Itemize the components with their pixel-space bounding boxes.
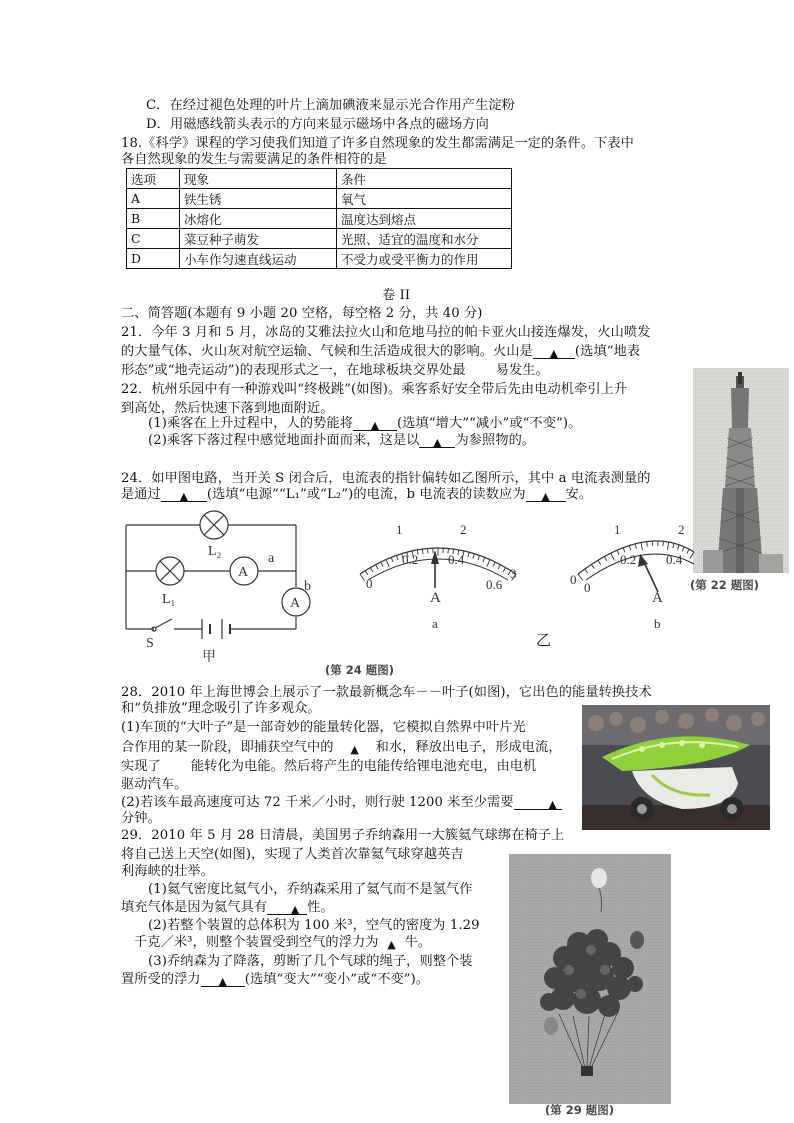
table-header-cell: 条件	[337, 169, 512, 189]
question-28-line-4: 合作用的某一阶段，即捕获空气中的 ▲ 和水，释放出电子，形成电流，	[121, 740, 562, 756]
table-cell: 光照、适宜的温度和水分	[337, 229, 512, 249]
tower-photo	[693, 368, 789, 573]
table-cell: B	[127, 209, 180, 229]
section-title: 卷 II	[382, 288, 411, 303]
question-29-line-9: 置所受的浮力 ▲ (选填“变大”“变小”或“不变”)。	[121, 972, 430, 988]
leaf-car-illustration	[582, 705, 770, 830]
tower-illustration	[693, 368, 789, 573]
question-28-line-6: 驱动汽车。	[121, 777, 188, 792]
leaf-car-photo	[582, 705, 770, 830]
dial-tick	[591, 564, 594, 568]
question-21-line-2: 的大量气体、火山灰对航空运输、气候和生活造成很大的影响。火山是 ▲ (选填“地表	[121, 344, 641, 360]
answer-blank[interactable]	[379, 935, 405, 949]
dial-b-scale-top-0: 0	[570, 572, 577, 587]
dial-tick	[478, 555, 480, 560]
conditions-table	[126, 168, 512, 269]
question-29-line-2: 将自己送上天空(如图)，实现了人类首次靠氦气球穿越英吉	[121, 847, 464, 862]
triangle-mark-icon: ▲	[549, 347, 559, 360]
dial-tick	[391, 557, 393, 562]
question-22-line-1: 22．杭州乐园中有一种游戏叫“终极跳”(如图)。乘客系好安全带后先由电动机牵引上升	[121, 382, 628, 397]
dial-tick	[498, 565, 500, 569]
dial-tick	[483, 557, 485, 562]
answer-blank[interactable]	[514, 795, 562, 810]
question-22-line-2: 到高处，然后快速下落到地面附近。	[121, 401, 334, 416]
dial-tick	[370, 568, 373, 572]
dial-a-label: a	[432, 616, 438, 631]
dial-tick	[647, 542, 648, 547]
dial-tick	[635, 544, 636, 549]
figure-24-caption: (第 24 题图)	[325, 663, 395, 677]
question-28-line-7: (2)若该车最高速度可达 72 千米／小时，则行驶 1200 米至少需要 ▲	[121, 793, 562, 813]
triangle-mark-icon: ▲	[290, 903, 300, 916]
triangle-mark-icon: ▲	[387, 938, 396, 951]
table-cell: 小车作匀速直线运动	[180, 249, 337, 269]
dial-a-scale-top-3: 3	[510, 566, 517, 581]
dial-tick	[468, 552, 469, 557]
dial-tick	[598, 560, 601, 564]
switch-label: S	[146, 636, 154, 651]
dial-b-scale-top-1: 1	[614, 522, 621, 537]
question-28-line-2: 和“负排放”理念吸引了许多观众。	[121, 701, 321, 716]
dial-a-scale-top-0: 0	[366, 576, 373, 591]
question-28-line-8: 分钟。	[121, 811, 161, 826]
ammeter-a-symbol: A	[238, 565, 249, 580]
diagram-jia-label: 甲	[202, 650, 216, 665]
question-29-line-3: 利海峡的壮举。	[121, 864, 215, 879]
answer-blank[interactable]	[419, 433, 455, 448]
dial-tick	[687, 549, 689, 553]
answer-blank[interactable]	[526, 487, 566, 502]
table-header-cell: 选项	[127, 169, 180, 189]
diagram-yi-label: 乙	[536, 631, 552, 649]
dial-tick	[422, 549, 423, 554]
dial-tick	[473, 554, 474, 559]
dial-tick	[673, 543, 674, 548]
question-21-line-1: 21．今年 3 月和 5 月，冰岛的艾雅法拉火山和危地马拉的帕卡亚火山接连爆发，火山喷发	[121, 325, 651, 340]
table-row	[127, 189, 512, 209]
dial-b-scale-bottom-2: 0.4	[666, 552, 683, 567]
question-29-line-6: (2)若整个装置的总体积为 100 米³，空气的密度为 1.29	[148, 918, 480, 933]
dial-b-unit: A	[652, 590, 663, 606]
dial-tick	[678, 545, 680, 550]
ammeter-a-dial	[338, 512, 538, 632]
ammeter-b-symbol: A	[290, 596, 301, 611]
question-24-line-1: 24．如甲图电路，当开关 S 闭合后，电流表的指针偏转如乙图所示，其中 a 电流表测量的	[121, 471, 651, 486]
dial-b-scale-top-2: 2	[678, 522, 685, 537]
question-29-line-1: 29．2010 年 5 月 28 日清晨，美国男子乔纳森用一大簇氦气球绑在椅子上	[121, 828, 565, 843]
balloon-photo	[509, 854, 671, 1104]
question-22-line-4: (2)乘客下落过程中感觉地面扑面而来，这是以 ▲ 为参照物的。	[148, 433, 536, 449]
answer-blank[interactable]	[533, 344, 575, 359]
dial-tick	[376, 565, 378, 569]
lamp-l1-label: L₁	[162, 592, 176, 607]
triangle-mark-icon: ▲	[433, 436, 442, 449]
table-cell: D	[127, 249, 180, 269]
dial-tick	[585, 569, 588, 573]
dial-a-scale-top-1: 1	[396, 522, 403, 537]
table-row	[127, 249, 512, 269]
dial-tick	[629, 546, 631, 551]
dial-tick	[604, 556, 606, 560]
question-18-line-1: 18.《科学》课程的学习使我们知道了许多自然现象的发生都需满足一定的条件。下表中	[121, 136, 634, 151]
question-29-line-4: (1)氦气密度比氦气小，乔纳森采用了氦气而不是氢气作	[148, 882, 473, 897]
question-28-line-5: 实现了 能转化为电能。然后将产生的电能传给锂电池充电，由电机	[121, 759, 537, 774]
triangle-mark-icon: ▲	[218, 975, 228, 988]
dial-tick	[690, 552, 694, 559]
dial-a-scale-bottom-2: 0.4	[448, 552, 465, 567]
triangle-mark-icon: ▲	[548, 798, 557, 811]
table-cell: 冰熔化	[180, 209, 337, 229]
answer-blank[interactable]	[267, 900, 307, 915]
dial-tick	[493, 562, 495, 566]
table-cell: 菜豆种子萌发	[180, 229, 337, 249]
figure-29-caption: (第 29 题图)	[545, 1103, 615, 1117]
triangle-mark-icon: ▲	[370, 419, 380, 432]
answer-blank[interactable]	[161, 758, 191, 772]
balloon-cluster-illustration	[509, 854, 671, 1104]
dial-tick	[360, 574, 364, 581]
ammeter-a-label: a	[268, 551, 275, 566]
table-cell: 铁生锈	[180, 189, 337, 209]
answer-blank[interactable]	[466, 362, 496, 376]
question-28-line-1: 28．2010 年上海世博会上展示了一款最新概念车－－叶子(如图)，它出色的能量转换技术	[121, 685, 652, 700]
option-d-line: D．用磁感线箭头表示的方向来显示磁场中各点的磁场方向	[146, 117, 489, 132]
dial-a-scale-bottom-1: 0.2	[402, 552, 419, 567]
dial-tick	[578, 574, 583, 580]
ammeter-b-dial	[556, 512, 696, 632]
triangle-mark-icon: ▲	[541, 490, 550, 503]
dial-b-scale-bottom-0: 0	[584, 580, 591, 595]
table-cell: C	[127, 229, 180, 249]
dial-a-unit: A	[430, 590, 441, 606]
section-heading: 二、简答题(本题有 9 小题 20 空格，每空格 2 分，共 40 分)	[121, 306, 483, 321]
dial-tick	[617, 550, 619, 555]
dial-tick	[365, 571, 368, 575]
table-cell: A	[127, 189, 180, 209]
triangle-mark-icon: ▲	[179, 490, 189, 503]
question-29-line-7: 千克／米³，则整个装置受到空气的浮力为 ▲ 牛。	[134, 935, 432, 951]
question-21-line-3: 形态”或“地壳运动”)的表现形式之一，在地球板块交界处最 易发生。	[121, 363, 549, 378]
dial-tick	[503, 568, 506, 572]
dial-tick	[667, 542, 668, 550]
question-18-line-2: 各自然现象的发生与需要满足的条件相符的是	[121, 152, 387, 167]
table-cell: 不受力或受平衡力的作用	[337, 249, 512, 269]
dial-b-scale-bottom-1: 0.2	[620, 552, 637, 567]
dial-tick	[396, 555, 398, 560]
dial-a-scale-top-2: 2	[460, 522, 467, 537]
circuit-diagram	[118, 505, 318, 665]
dial-tick	[487, 560, 490, 567]
triangle-mark-icon: ▲	[350, 743, 359, 756]
option-c-line: C．在经过褪色处理的叶片上滴加碘液来显示光合作用产生淀粉	[146, 98, 515, 113]
answer-blank[interactable]	[334, 740, 376, 754]
question-28-line-3: (1)车顶的“大叶子”是一部奇妙的能量转化器，它模拟自然界中叶片光	[121, 720, 526, 735]
table-row	[127, 229, 512, 249]
lamp-l2-label: L₂	[208, 544, 222, 559]
question-22-line-3: (1)乘客在上升过程中，人的势能将 ▲ (选填“增大”“减小”或“不变”)。	[148, 416, 582, 432]
dial-a-scale-bottom-3: 0.6	[486, 577, 503, 592]
dial-tick	[611, 553, 615, 560]
figure-22-caption: (第 22 题图)	[690, 578, 760, 592]
dial-tick	[641, 543, 642, 551]
table-cell: 氧气	[337, 189, 512, 209]
question-29-line-5: 填充气体是因为氦气具有 ▲ 性。	[121, 900, 334, 916]
table-cell: 温度达到熔点	[337, 209, 512, 229]
ammeter-b-label: b	[304, 579, 311, 594]
table-header-row	[127, 169, 512, 189]
dial-b-label: b	[654, 616, 661, 631]
answer-blank[interactable]	[201, 972, 245, 987]
table-header-cell: 现象	[180, 169, 337, 189]
dial-tick	[381, 562, 383, 566]
question-24-line-2: 是通过 ▲ (选填“电源”“L₁”或“L₂”)的电流，b 电流表的读数应为 ▲ 安。	[121, 487, 593, 503]
dial-tick	[386, 560, 389, 567]
answer-blank[interactable]	[353, 416, 397, 431]
answer-blank[interactable]	[161, 487, 207, 502]
table-row	[127, 209, 512, 229]
dial-tick	[682, 547, 684, 552]
question-29-line-8: (3)乔纳森为了降落，剪断了几个气球的绳子，则整个装	[148, 954, 473, 969]
